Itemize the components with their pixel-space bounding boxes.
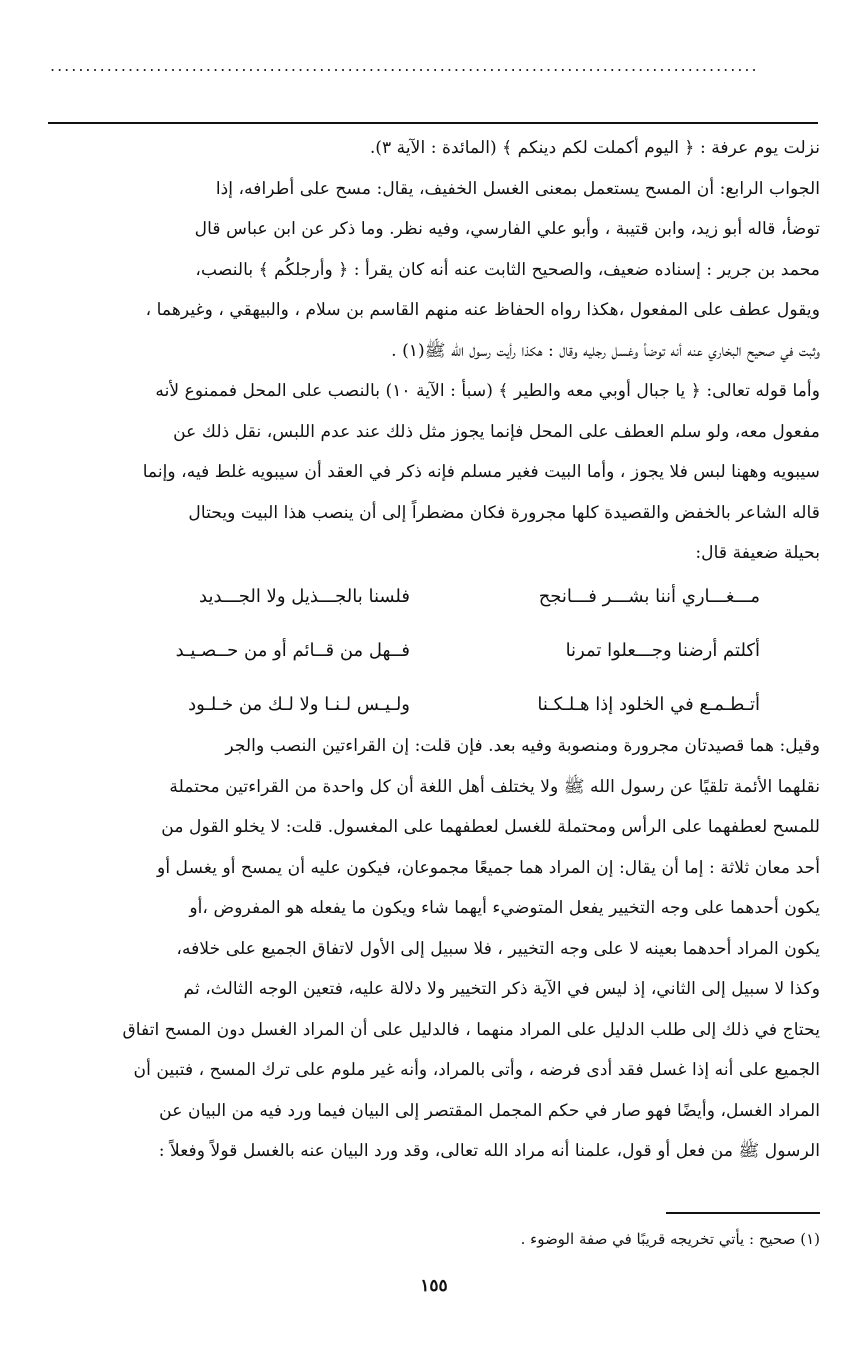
verse-second-hemistich: ولـيـس لـنـا ولا لـك من خـلـود	[188, 694, 410, 715]
text-line: للمسح لعطفهما على الرأس ومحتملة للغسل لعطفهما على المغسول. قلت: لا يخلو القول من	[161, 817, 820, 837]
poem-verse	[100, 678, 760, 732]
text-line: الجواب الرابع: أن المسح يستعمل بمعنى الغسل الخفيف، يقال: مسح على أطرافه، إذا	[215, 178, 820, 199]
text-line: نزلت يوم عرفة : ﴿ اليوم أكملت لكم دينكم ﴾ (المائدة : الآية ٣).	[369, 138, 820, 158]
text-line: نقلهما الأئمة تلقيًا عن رسول الله ﷺ ولا يختلف أهل اللغة أن كل واحدة من القراءتين محتملة	[169, 776, 820, 797]
verse-first-hemistich: مـــغـــاري أننا بشـــر فـــانجح	[538, 586, 760, 607]
poem-verse	[100, 624, 760, 678]
verse-first-hemistich: أكلتم أرضنا وجـــعلوا تمرنا	[565, 640, 760, 661]
text-line: توضأ، قاله أبو زيد، وابن قتيبة ، وأبو علي الفارسي، وفيه نظر. وما ذكر عن ابن عباس قال	[194, 219, 820, 239]
text-line: يكون المراد أحدهما بعينه لا على وجه التخيير ، فلا سبيل إلى الأول لاتفاق الجميع على خلافه،	[176, 938, 820, 959]
verse-first-hemistich: أتـطـمـع في الخلود إذا هـلـكـنا	[537, 694, 760, 715]
text-line: الجميع على أنه إذا غسل فقد أدى فرضه ، وأتى بالمراد، وأنه غير ملوم على ترك المسح ، فتبين أن	[133, 1060, 820, 1080]
text-line: قاله الشاعر بالخفض والقصيدة كلها مجرورة فكان مضطراً إلى أن ينصب هذا البيت ويحتال	[188, 502, 820, 523]
text-line: ويقول عطف على المفعول ،هكذا رواه الحفاظ عنه منهم القاسم بن سلام ، والبيهقي ، وغيرهما ،	[145, 300, 820, 320]
poem-verse	[100, 570, 760, 624]
dotted-header-line: ....................................................................................................	[50, 56, 759, 75]
main-text-top	[46, 128, 820, 574]
verse-second-hemistich: فلسنا بالجـــذيل ولا الجـــديد	[199, 586, 410, 607]
text-line: سيبويه وههنا لبس فلا يجوز ، وأما البيت فغير مسلم فإنه ذكر في العقد أن سيبويه غلط فيه، وإنما	[142, 462, 820, 482]
text-line: بحيلة ضعيفة قال:	[695, 543, 820, 563]
text-line: يكون أحدهما على وجه التخيير يفعل المتوضيء أيهما شاء ويكون ما يفعله هو المفروض ،أو	[189, 898, 820, 918]
text-line: المراد الغسل، وأيضًا فهو صار في حكم المجمل المقتصر إلى البيان فيما ورد فيه من البيان عن	[159, 1100, 820, 1121]
text-line: أحد معان ثلاثة : إما أن يقال: إن المراد هما جميعًا مجموعان، فيكون عليه أن يمسح أو يغسل أو	[157, 857, 820, 878]
text-line: الرسول ﷺ من فعل أو قول، علمنا أنه مراد الله تعالى، وقد ورد البيان عنه بالغسل قولاً وفعلاً :	[158, 1141, 820, 1161]
text-line: وقيل: هما قصيدتان مجرورة ومنصوبة وفيه بعد. فإن قلت: إن القراءتين النصب والجر	[225, 736, 820, 756]
page-number: ١٥٥	[420, 1276, 448, 1296]
verse-second-hemistich: فــهل من قــائم أو من حــصـيـد	[175, 640, 410, 661]
text-line: مفعول معه، ولو سلم العطف على المحل فإنما يجوز مثل ذلك عند عدم اللبس، نقل ذلك عن	[173, 421, 820, 442]
text-line: محمد بن جرير : إسناده ضعيف، والصحيح الثابت عنه أنه كان يقرأ : ﴿ وأرجلكُم ﴾ بالنصب،	[195, 259, 820, 280]
text-line: يحتاج في ذلك إلى طلب الدليل على المراد منهما ، فالدليل على أن المراد الغسل دون المسح اتفاق	[122, 1019, 820, 1040]
poem-verses	[100, 570, 760, 732]
text-line: وثبت في صحيح البخاري عنه أنه توضأ وغسل رجليه وقال : هكذا رأيت رسول الله ﷺ(١) .	[391, 340, 820, 361]
main-text-bottom	[46, 726, 820, 1172]
footnote-rule	[666, 1212, 820, 1214]
top-rule	[48, 122, 818, 124]
footnote: (١) صحيح : يأتي تخريجه قريبًا في صفة الوضوء .	[520, 1230, 820, 1248]
text-line: وكذا لا سبيل إلى الثاني، إذ ليس في الآية ذكر التخيير ولا دلالة عليه، فتعين الوجه الثالث، ثم	[183, 979, 820, 999]
text-line: وأما قوله تعالى: ﴿ يا جبال أوبي معه والطير ﴾ (سبأ : الآية ١٠) بالنصب على المحل فممنوع لأنه	[155, 381, 820, 401]
